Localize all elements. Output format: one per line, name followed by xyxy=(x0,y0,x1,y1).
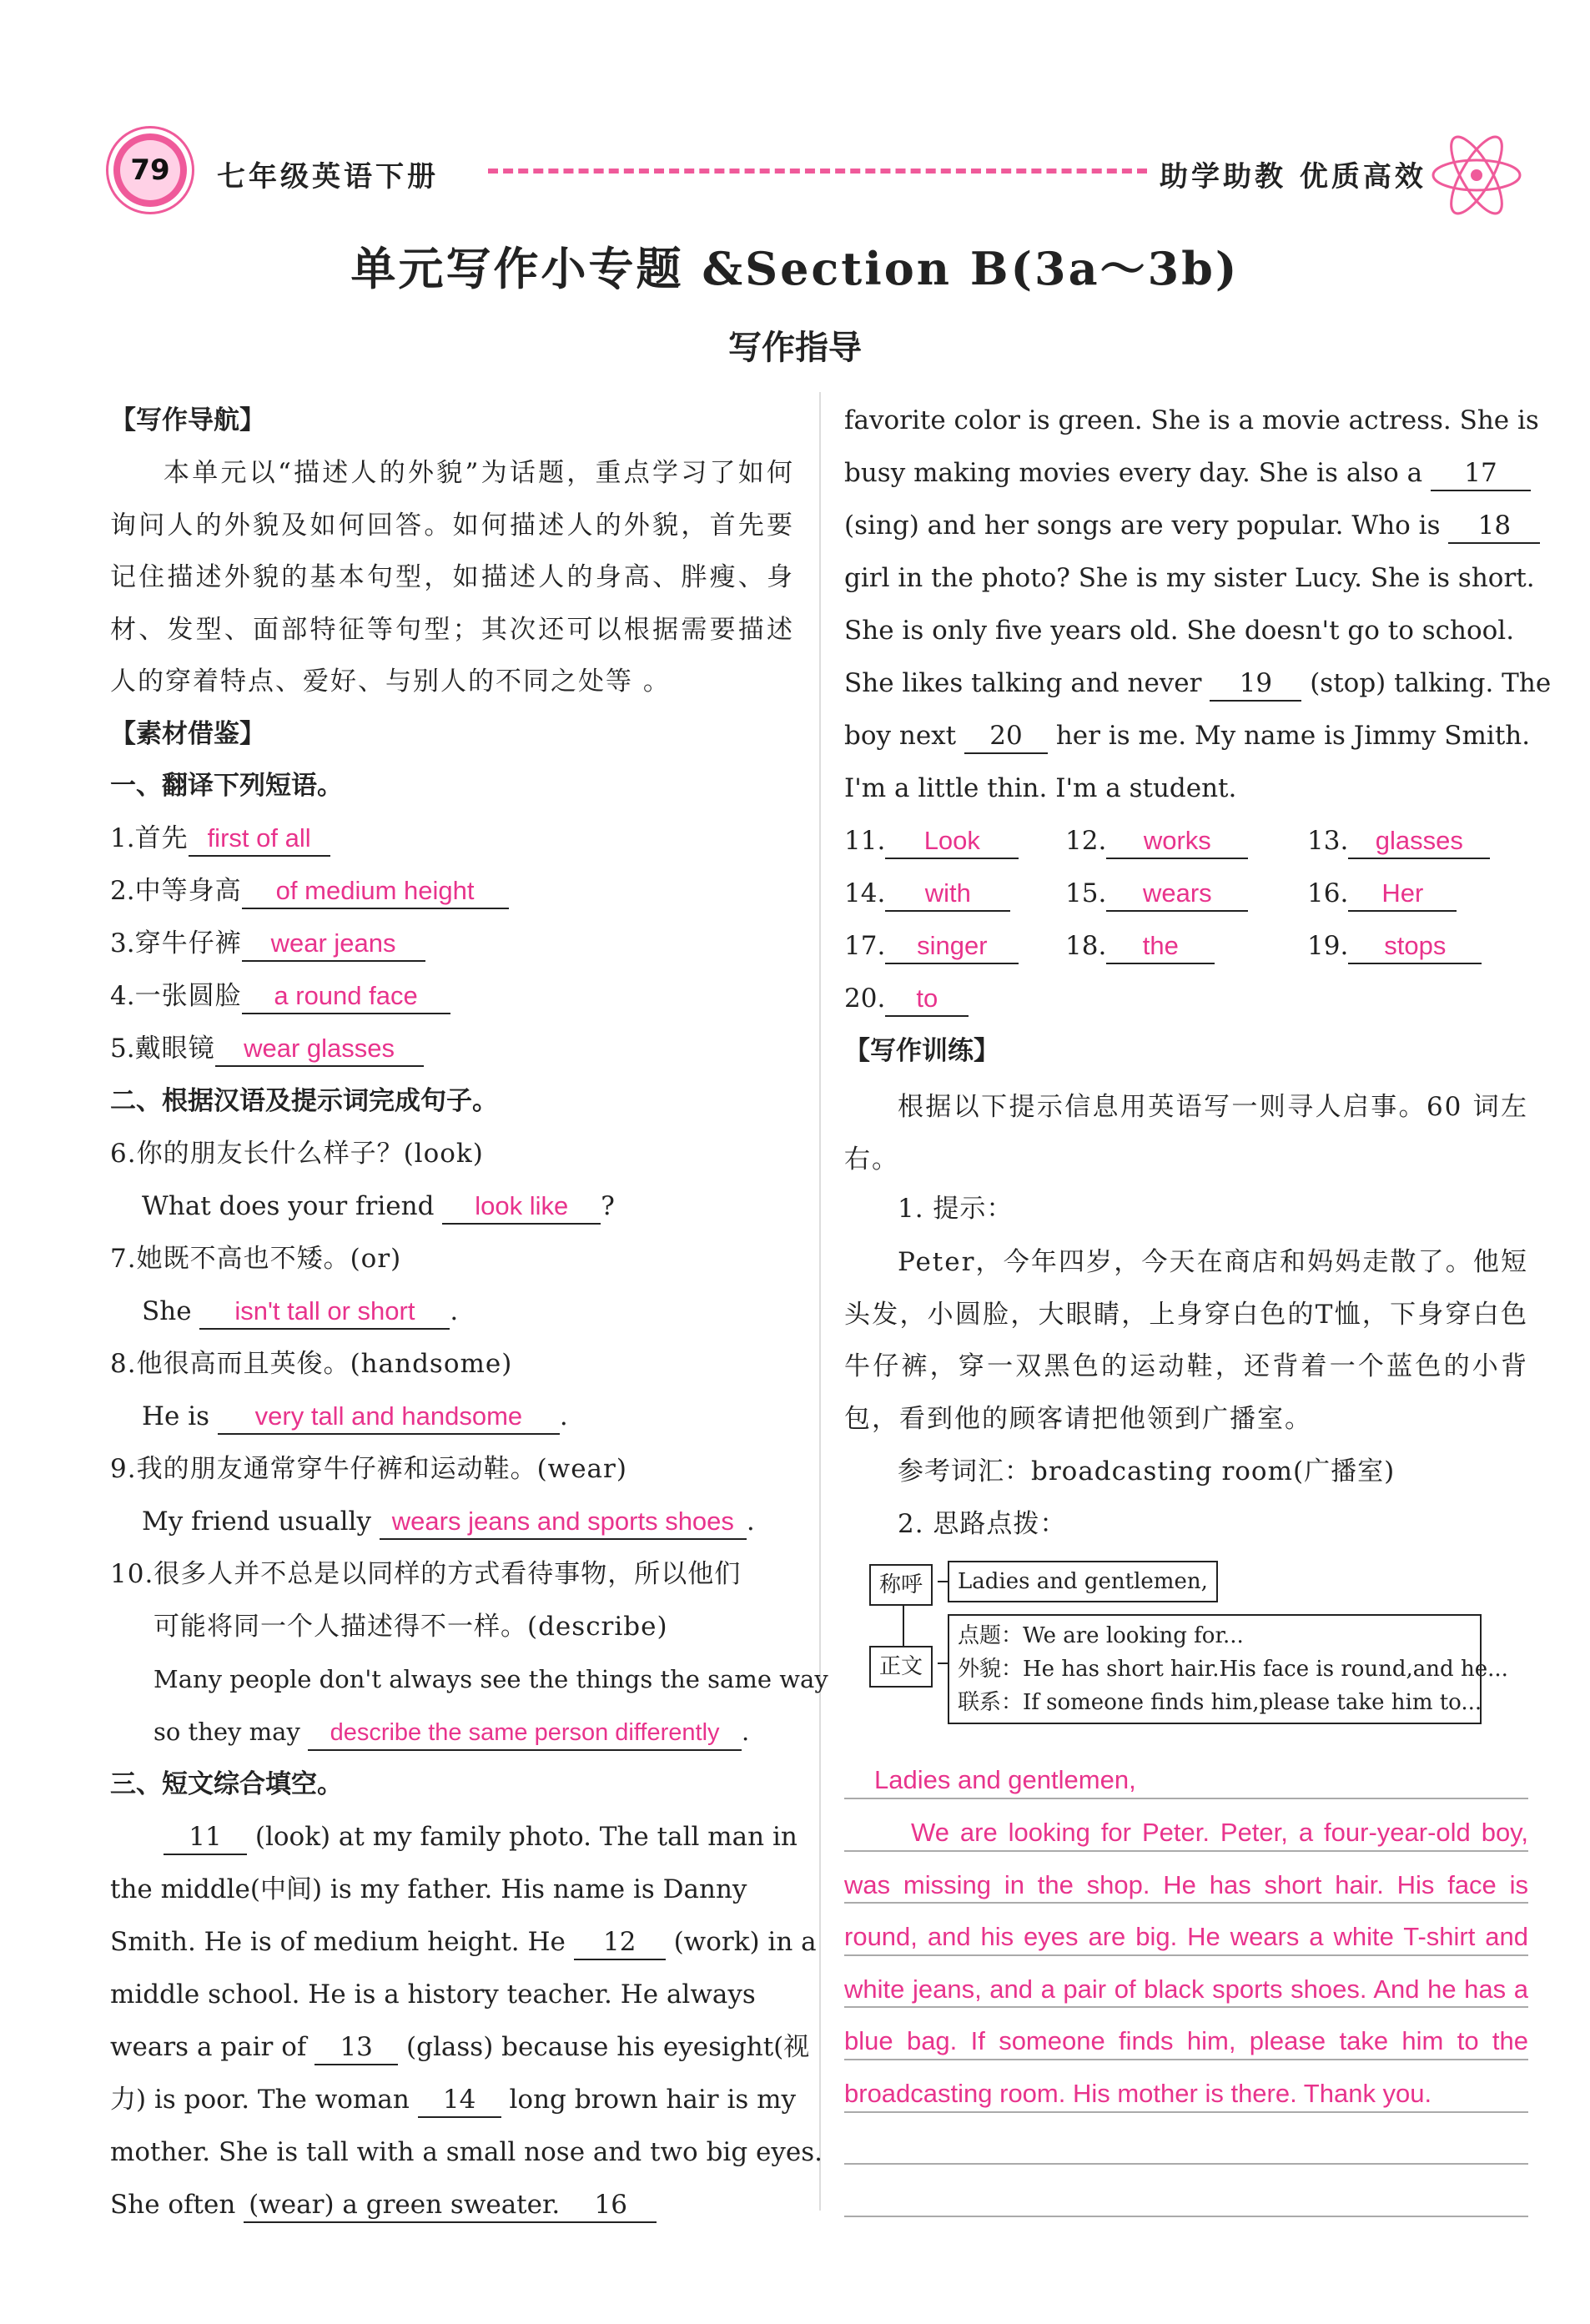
diagram-connector xyxy=(938,1581,948,1582)
sentence-7-cn: 7.她既不高也不矮。(or) xyxy=(110,1244,402,1274)
answer-14: 14. with xyxy=(844,877,1010,912)
passage-line: (sing) and her songs are very popular. Who is 18 xyxy=(844,509,1540,544)
column-divider xyxy=(819,392,821,2211)
passage-line: 力) is poor. The woman 14 long brown hair is my xyxy=(110,2083,796,2118)
blank-number: 18 xyxy=(1448,509,1540,544)
passage-line: Smith. He is of medium height. He 12 (work) in a xyxy=(110,1925,817,1960)
passage-line: She likes talking and never 19 (stop) talking. The xyxy=(844,667,1551,702)
part1-heading: 一、翻译下列短语。 xyxy=(110,771,343,801)
sentence-8-cn: 8.他很高而且英俊。(handsome) xyxy=(110,1349,513,1379)
training-heading: 【写作训练】 xyxy=(844,1036,999,1066)
passage-line: boy next 20 her is me. My name is Jimmy Smith. xyxy=(844,719,1530,754)
answer-18: 18. the xyxy=(1065,929,1215,964)
page-number: 79 xyxy=(120,140,180,200)
diagram-label-body: 正文 xyxy=(869,1646,933,1688)
guide-heading: 【写作导航】 xyxy=(110,405,265,435)
answer-blank: first of all xyxy=(189,822,330,857)
phrase-item-5: 5.戴眼镜 wear glasses xyxy=(110,1032,424,1067)
section-title: 单元写作小专题 &Section B(3a～3b) xyxy=(350,242,1240,295)
answer-blank: a round face xyxy=(242,979,450,1014)
passage-line: 11 (look) at my family photo. The tall man in xyxy=(164,1820,798,1855)
part2-heading: 二、根据汉语及提示词完成句子。 xyxy=(110,1086,498,1116)
answer-17: 17. singer xyxy=(844,929,1019,964)
diagram-connector xyxy=(903,1604,904,1646)
blank-number: 17 xyxy=(1431,456,1531,491)
sentence-6-en: What does your friend look like ? xyxy=(142,1190,615,1225)
phrase-item-3: 3.穿牛仔裤 wear jeans xyxy=(110,927,425,962)
sentence-10-en-2: so they may describe the same person differently . xyxy=(153,1715,749,1751)
sentence-10-en-1: Many people don't always see the things the same way xyxy=(153,1665,828,1693)
blank-number: 19 xyxy=(1210,667,1301,702)
blank-number: 13 xyxy=(314,2030,398,2065)
blank-number: 12 xyxy=(574,1925,666,1960)
answer-20: 20. to xyxy=(844,982,969,1017)
passage-line: girl in the photo? She is my sister Lucy. She is short. xyxy=(844,563,1535,593)
page-header xyxy=(108,125,1527,217)
passage-line: wears a pair of 13 (glass) because his eyesight(视 xyxy=(110,2030,809,2065)
answer-11: 11. Look xyxy=(844,824,1019,859)
answer-blank: wear jeans xyxy=(242,927,425,962)
vocab-hint: 参考词汇：broadcasting room(广播室) xyxy=(898,1456,1396,1486)
essay-body: We are looking for Peter. Peter, a four-year-old boy, was missing in the shop. He has short hair. His face is round, and his eyes are big. He wears a white T-shirt and white jeans, and a pair of black sports shoes. And he has a blue bag. If someone finds him, please take him to the broadcasting room. His mother is there. Thank you. xyxy=(844,1818,1528,2108)
answer-13: 13. glasses xyxy=(1307,824,1490,859)
sentence-9-en: My friend usually wears jeans and sports shoes . xyxy=(142,1505,755,1540)
outline-label: 2. 思路点拨： xyxy=(898,1509,1067,1539)
book-title: 七年级英语下册 xyxy=(217,160,439,194)
passage-line: the middle(中间) is my father. His name is Danny xyxy=(110,1874,747,1904)
answer-blank: describe the same person differently xyxy=(308,1716,742,1751)
answer-blank: very tall and handsome xyxy=(218,1400,560,1435)
diagram-connector xyxy=(938,1663,948,1664)
answer-12: 12. works xyxy=(1065,824,1248,859)
answer-blank: wears jeans and sports shoes xyxy=(380,1505,747,1540)
section-subtitle: 写作指导 xyxy=(728,329,862,367)
header-slogan: 助学助教 优质高效 xyxy=(1160,160,1426,194)
answer-blank: isn't tall or short xyxy=(199,1295,450,1330)
part3-heading: 三、短文综合填空。 xyxy=(110,1769,343,1799)
blank-number: 20 xyxy=(964,719,1048,754)
blank-number: (wear) a green sweater. xyxy=(244,2188,565,2223)
answer-blank: of medium height xyxy=(242,874,509,909)
atom-icon xyxy=(1426,125,1527,225)
essay-greeting: Ladies and gentlemen, xyxy=(874,1765,1136,1794)
essay-area xyxy=(844,1748,1528,2281)
diagram-greeting: Ladies and gentlemen, xyxy=(948,1561,1218,1602)
sentence-10-cn-cont: 可能将同一个人描述得不一样。(describe) xyxy=(153,1612,668,1642)
blank-number: 11 xyxy=(164,1820,247,1855)
materials-heading: 【素材借鉴】 xyxy=(110,719,265,749)
passage-line: favorite color is green. She is a movie actress. She is xyxy=(844,405,1539,435)
sentence-8-en: He is very tall and handsome . xyxy=(142,1400,568,1435)
passage-line: I'm a little thin. I'm a student. xyxy=(844,773,1237,803)
passage-line: mother. She is tall with a small nose and two big eyes. xyxy=(110,2137,823,2167)
answer-16: 16. Her xyxy=(1307,877,1457,912)
diagram-label-greeting: 称呼 xyxy=(869,1564,933,1606)
diagram-body: 点题：We are looking for... 外貌：He has short hair.His face is round,and he... 联系：If someone finds him,please take him to... xyxy=(948,1614,1482,1724)
guide-text: 本单元以“描述人的外貌”为话题，重点学习了如何询问人的外貌及如何回答。如何描述人的外貌，首先要记住描述外貌的基本句型，如描述人的身高、胖瘦、身材、发型、面部特征等句型；其次还可以根据需要描述人的穿着特点、爱好、与别人的不同之处等 。 xyxy=(110,458,794,697)
training-instruction: 根据以下提示信息用英语写一则寻人启事。60 词左右。 xyxy=(844,1092,1528,1175)
sentence-9-cn: 9.我的朋友通常穿牛仔裤和运动鞋。(wear) xyxy=(110,1454,627,1484)
sentence-7-en: She isn't tall or short . xyxy=(142,1295,458,1330)
phrase-item-2: 2.中等身高 of medium height xyxy=(110,874,509,909)
passage-line: middle school. He is a history teacher. He always xyxy=(110,1979,756,2010)
passage-line: busy making movies every day. She is also a 17 xyxy=(844,456,1531,491)
hint-text: Peter，今年四岁，今天在商店和妈妈走散了。他短头发，小圆脸，大眼睛，上身穿白色的T恤，下身穿白色牛仔裤，穿一双黑色的运动鞋，还背着一个蓝色的小背包，看到他的顾客请把他领到广播室。 xyxy=(844,1247,1528,1434)
passage-line: She is only five years old. She doesn't go to school. xyxy=(844,616,1515,646)
answer-15: 15. wears xyxy=(1065,877,1248,912)
outline-diagram xyxy=(869,1556,1528,1723)
page-number-badge xyxy=(108,128,192,212)
blank-number: 16 xyxy=(565,2188,657,2223)
header-dashed-divider xyxy=(488,169,1147,174)
passage-line: She often (wear) a green sweater.16 xyxy=(110,2188,657,2223)
blank-number: 14 xyxy=(418,2083,501,2118)
hint-label: 1. 提示： xyxy=(898,1194,1014,1224)
sentence-10-cn: 10.很多人并不总是以同样的方式看待事物，所以他们 xyxy=(110,1559,742,1589)
sentence-6-cn: 6.你的朋友长什么样子？(look) xyxy=(110,1139,484,1169)
answer-19: 19. stops xyxy=(1307,929,1482,964)
answer-blank: look like xyxy=(442,1190,601,1225)
phrase-item-4: 4.一张圆脸 a round face xyxy=(110,979,450,1014)
phrase-item-1: 1.首先 first of all xyxy=(110,822,330,857)
answer-blank: wear glasses xyxy=(215,1032,424,1067)
